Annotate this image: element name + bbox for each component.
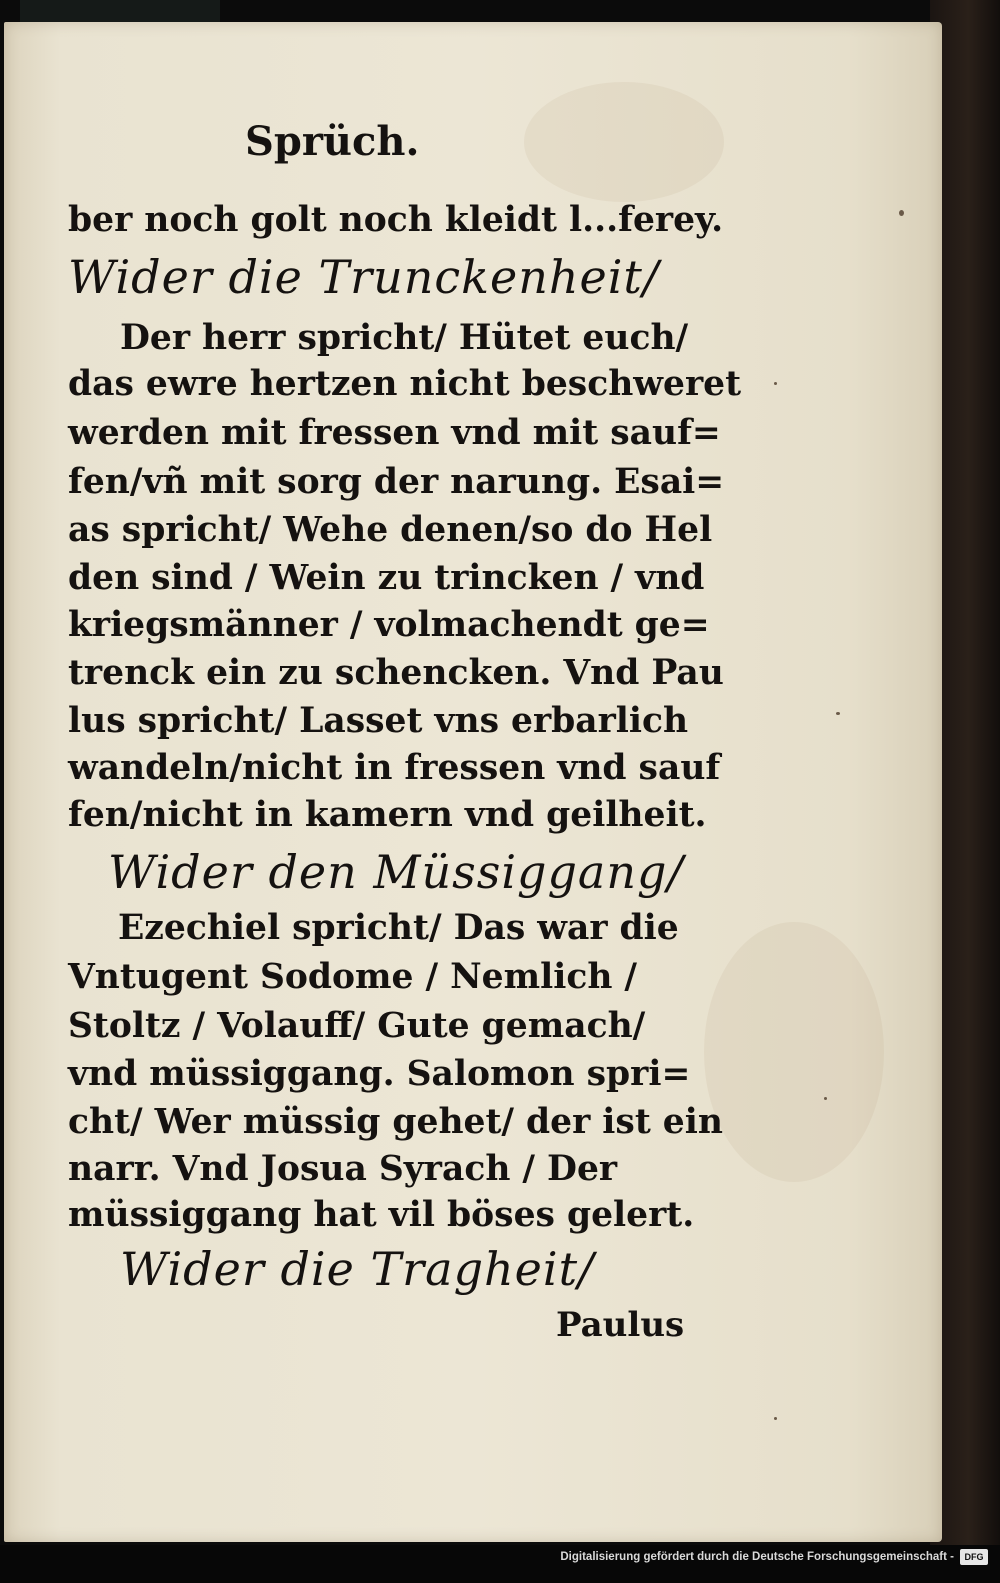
text-line: Vntugent Sodome / Nemlich / [68,957,638,997]
text-line: lus spricht/ Lasset vns erbarlich [68,701,689,741]
text-line: das ewre hertzen nicht beschweret [68,364,742,404]
section-heading: Wider die Tragheit/ [120,1242,595,1296]
catchword: Paulus [556,1305,685,1345]
paper-speck [836,712,840,715]
section-heading: Wider die Trunckenheit/ [68,250,660,304]
paper-speck [899,210,904,216]
funding-credit: Digitalisierung gefördert durch die Deutsche Forschungsgemeinschaft - [560,1551,954,1563]
running-head: Sprüch. [245,118,420,165]
paper-speck [774,1417,777,1420]
dfg-logo: DFG [960,1549,988,1565]
text-line: kriegsmänner / volmachendt ge= [68,605,710,645]
text-line: as spricht/ Wehe denen/so do Hel [68,510,713,550]
text-line: fen/nicht in kamern vnd geilheit. [68,795,707,835]
text-line: müssiggang hat vil böses gelert. [68,1195,695,1235]
paper-speck [824,1097,827,1100]
text-line: Ezechiel spricht/ Das war die [118,908,679,948]
text-line: vnd müssiggang. Salomon spri= [68,1054,691,1094]
text-line: werden mit fressen vnd mit sauf= [68,413,721,453]
text-line: fen/vñ mit sorg der narung. Esai= [68,462,725,502]
text-line: den sind / Wein zu trincken / vnd [68,558,705,598]
text-line: narr. Vnd Josua Syrach / Der [68,1149,618,1189]
text-line: cht/ Wer müssig gehet/ der ist ein [68,1102,723,1142]
text-line: trenck ein zu schencken. Vnd Pau [68,653,724,693]
section-heading: Wider den Müssiggang/ [108,845,684,899]
text-line: ber noch golt noch kleidt l...ferey. [68,200,724,240]
paper-speck [774,382,777,385]
paper-stain [524,82,724,202]
binding-strap [20,0,220,22]
text-line: wandeln/nicht in fressen vnd sauf [68,748,721,788]
text-line: Stoltz / Volauff/ Gute gemach/ [68,1006,646,1046]
text-line: Der herr spricht/ Hütet euch/ [120,318,689,358]
paper-stain [704,922,884,1182]
